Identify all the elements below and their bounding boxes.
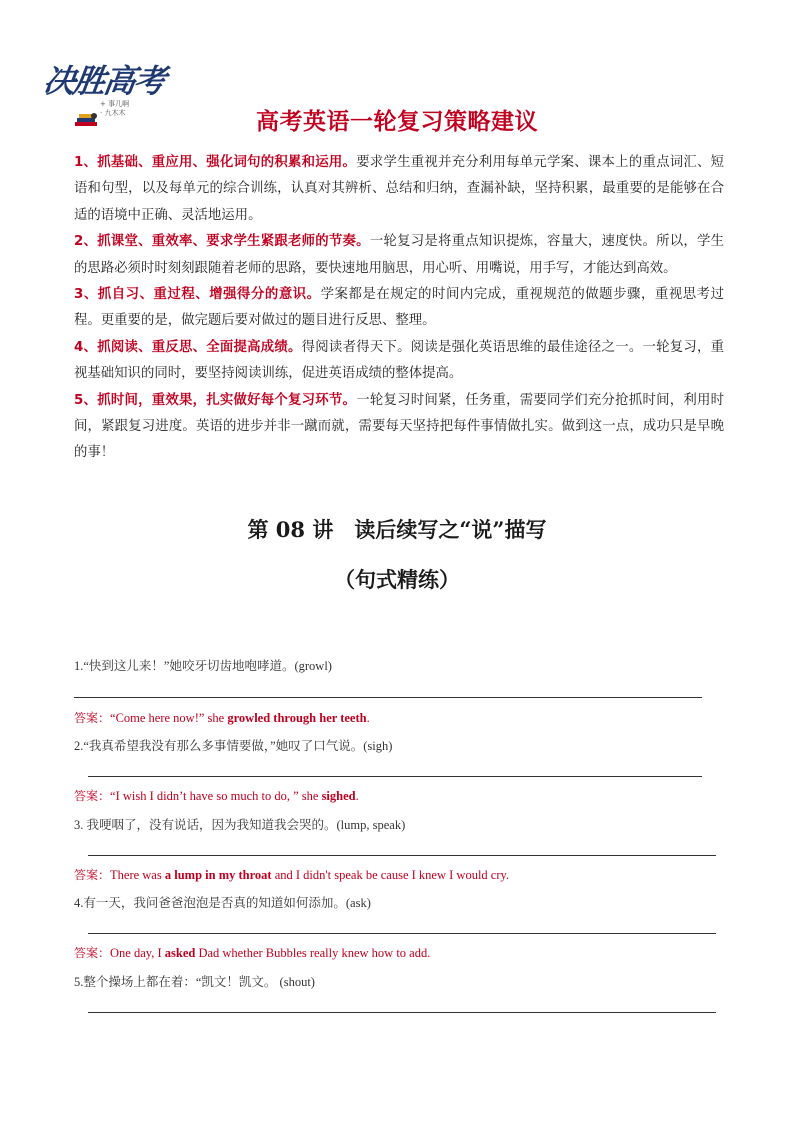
- lesson-title: 第 08 讲 读后续写之“说”描写: [247, 517, 547, 542]
- question-prompt: 2.“我真希望我没有那么多事情要做，”她叹了口气说。(sigh): [74, 739, 393, 753]
- tip-item: 1、抓基础、重应用、强化词句的积累和运用。要求学生重视并充分利用每单元学案、课本上的重点词汇、短语和句型，以及每单元的综合训练，认真对其辨析、总结和归纳，查漏补缺，坚持积累，最重要的是能够在合适的语境中正确、灵活地运用。: [74, 155, 724, 223]
- question-prompt: 3. 我哽咽了，没有说话，因为我知道我会哭的。(lump, speak): [74, 818, 406, 832]
- tip-item: 5、抓时间，重效果，扎实做好每个复习环节。一轮复习时间紧，任务重，需要同学们充分抢抓时间，利用时间，紧跟复习进度。英语的进步并非一蹴而就，需要每天坚持把每件事情做扎实。做到这一点，成功只是早晚的事！: [74, 392, 724, 461]
- answer-label: 答案：: [74, 868, 111, 882]
- answer-line: [88, 933, 716, 934]
- answer-line: [88, 776, 702, 777]
- answer: 答案：One day, I asked Dad whether Bubbles really knew how to add.: [74, 946, 431, 960]
- answer-label: 答案：: [74, 789, 111, 803]
- answer-line: [74, 697, 702, 698]
- tip-item: 3、抓自习、重过程、增强得分的意识。学案都是在规定的时间内完成，重视规范的做题步骤，重视思考过程。更重要的是，做完题后要对做过的题目进行反思、整理。: [74, 287, 724, 329]
- answer-line: [88, 855, 716, 856]
- answer: 答案：There was a lump in my throat and I didn't speak be cause I knew I would cry.: [74, 868, 510, 882]
- study-tips: [74, 150, 724, 467]
- question-prompt: 5.整个操场上都在着：“凯文！凯文。 (shout): [74, 975, 315, 989]
- answer-label: 答案：: [74, 711, 111, 725]
- logo-text: 决胜高考: [41, 62, 167, 100]
- answer-line: [88, 1012, 716, 1013]
- answer: 答案：“I wish I didn’t have so much to do, ” she sighed.: [74, 789, 359, 803]
- logo-subtext: + 事几啊 · 九木木: [100, 100, 130, 117]
- question-prompt: 4.有一天，我问爸爸泡泡是否真的知道如何添加。(ask): [74, 896, 371, 910]
- question-prompt: 1.“快到这儿来！”她咬牙切齿地咆哮道。(growl): [74, 659, 332, 673]
- answer-label: 答案：: [74, 946, 111, 960]
- tip-item: 2、抓课堂、重效率、要求学生紧跟老师的节奏。一轮复习是将重点知识提炼，容量大，速度快。所以，学生的思路必须时时刻刻跟随着老师的思路，要快速地用脑思，用心听、用嘴说，用手写，才能达到高效。: [74, 234, 724, 276]
- tip-item: 4、抓阅读、重反思、全面提高成绩。得阅读者得天下。阅读是强化英语思维的最佳途径之一。一轮复习，重视基础知识的同时，要坚持阅读训练，促进英语成绩的整体提高。: [74, 339, 724, 382]
- page-title: 高考英语一轮复习策略建议: [256, 109, 538, 135]
- lesson-subtitle: （句式精练）: [334, 567, 460, 592]
- answer: 答案：“Come here now!” she growled through her teeth.: [74, 711, 370, 725]
